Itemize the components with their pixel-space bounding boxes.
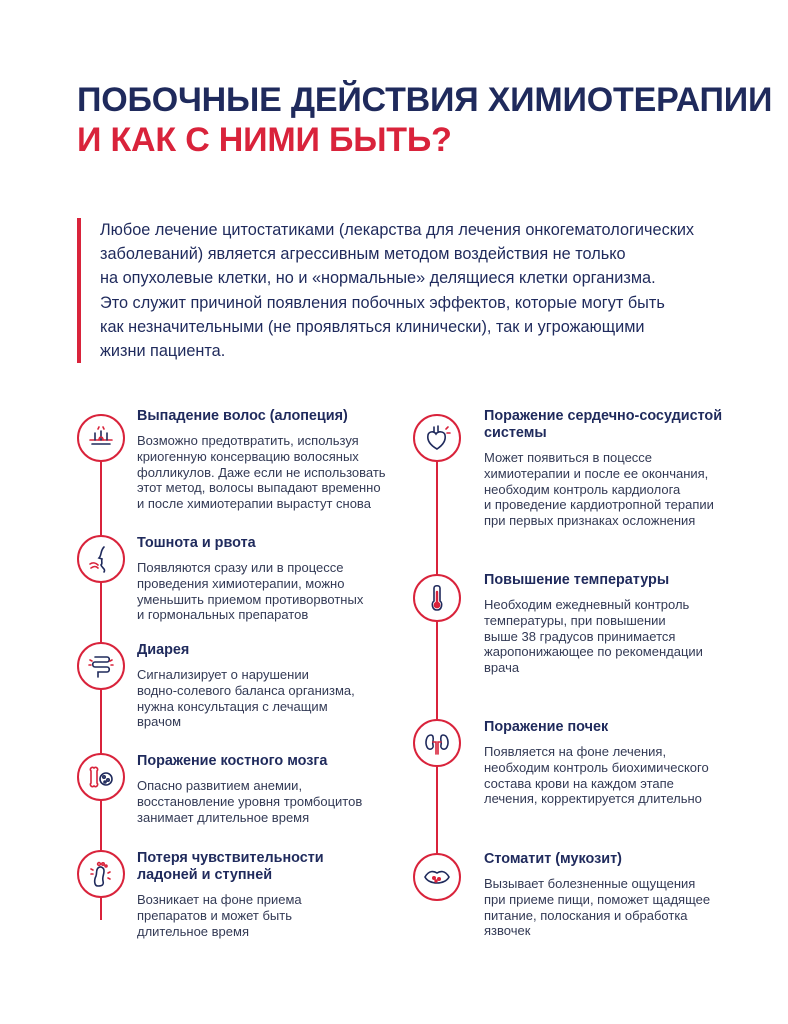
item-title: Тошнота и рвота	[137, 535, 256, 551]
item-stomatitis	[484, 851, 764, 939]
item-description: Вызывает болезненные ощущения при приеме пищи, поможет щадящее питание, полоскания и обработка язвочек	[484, 876, 711, 939]
item-alopecia	[137, 408, 402, 512]
item-title: Повышение температуры	[484, 572, 670, 588]
item-title: Выпадение волос (алопеция)	[137, 408, 348, 424]
item-description: Появляются сразу или в процессе проведения химиотерапии, можно уменьшить приемом противорвотных и гормональных препаратов	[137, 560, 364, 623]
item-description: Возможно предотвратить, используя криогенную консервацию волосяных фолликулов. Даже если не использовать этот метод, волосы выпадают временно и после химиотерапии вырастут снова	[137, 433, 386, 512]
item-title: Поражение костного мозга	[137, 753, 328, 769]
item-description: Необходим ежедневный контроль температуры, при повышении выше 38 градусов принимается жаропонижающее по рекомендации врача	[484, 597, 703, 676]
intro-block	[77, 218, 740, 363]
kidneys-icon	[413, 719, 461, 767]
title-line-2: И КАК С НИМИ БЫТЬ?	[77, 121, 452, 159]
title-line-1: ПОБОЧНЫЕ ДЕЙСТВИЯ ХИМИОТЕРАПИИ	[77, 81, 773, 119]
item-title: Стоматит (мукозит)	[484, 851, 622, 867]
page-title	[77, 80, 772, 160]
item-description: Может появиться в поцессе химиотерапии и после ее окончания, необходим контроль кардиолога и проведение кардиотропной терапии при первых признаках осложнения	[484, 450, 714, 529]
item-bone-marrow	[137, 753, 402, 825]
item-description: Появляется на фоне лечения, необходим контроль биохимического состава крови на каждом этапе лечения, корректируется длительно	[484, 744, 709, 807]
item-description: Возникает на фоне приема препаратов и может быть длительное время	[137, 892, 302, 939]
foot-icon	[77, 850, 125, 898]
item-description: Сигнализирует о нарушении водно-солевого баланса организма, нужна консультация с лечащим врачом	[137, 667, 355, 730]
item-title: Диарея	[137, 642, 190, 658]
item-title: Поражение почек	[484, 719, 609, 735]
intestine-icon	[77, 642, 125, 690]
thermometer-icon	[413, 574, 461, 622]
item-temperature	[484, 572, 764, 676]
item-title: Поражение сердечно-сосудистой системы	[484, 408, 723, 441]
item-kidneys	[484, 719, 764, 807]
item-cardiovascular	[484, 408, 764, 529]
item-nausea	[137, 535, 402, 623]
item-title: Потеря чувствительности ладоней и ступней	[137, 850, 324, 883]
mouth-ulcer-icon	[413, 853, 461, 901]
heart-icon	[413, 414, 461, 462]
item-description: Опасно развитием анемии, восстановление уровня тромбоцитов занимает длительное время	[137, 778, 363, 825]
item-sensitivity-loss	[137, 850, 402, 939]
item-diarrhea	[137, 642, 402, 730]
nausea-face-icon	[77, 535, 125, 583]
intro-text: Любое лечение цитостатиками (лекарства для лечения онкогематологических заболеваний) является агрессивным методом воздействия не только на опухолевые клетки, но и «нормальные» делящиеся клетки организма. Это служит причиной появления побочных эффектов, которые могут быть как незначительными (не проявляться клинически), так и угрожающими жизни пациента.	[100, 221, 695, 361]
right-timeline	[436, 420, 438, 875]
bone-marrow-icon	[77, 753, 125, 801]
hair-follicle-icon	[77, 414, 125, 462]
